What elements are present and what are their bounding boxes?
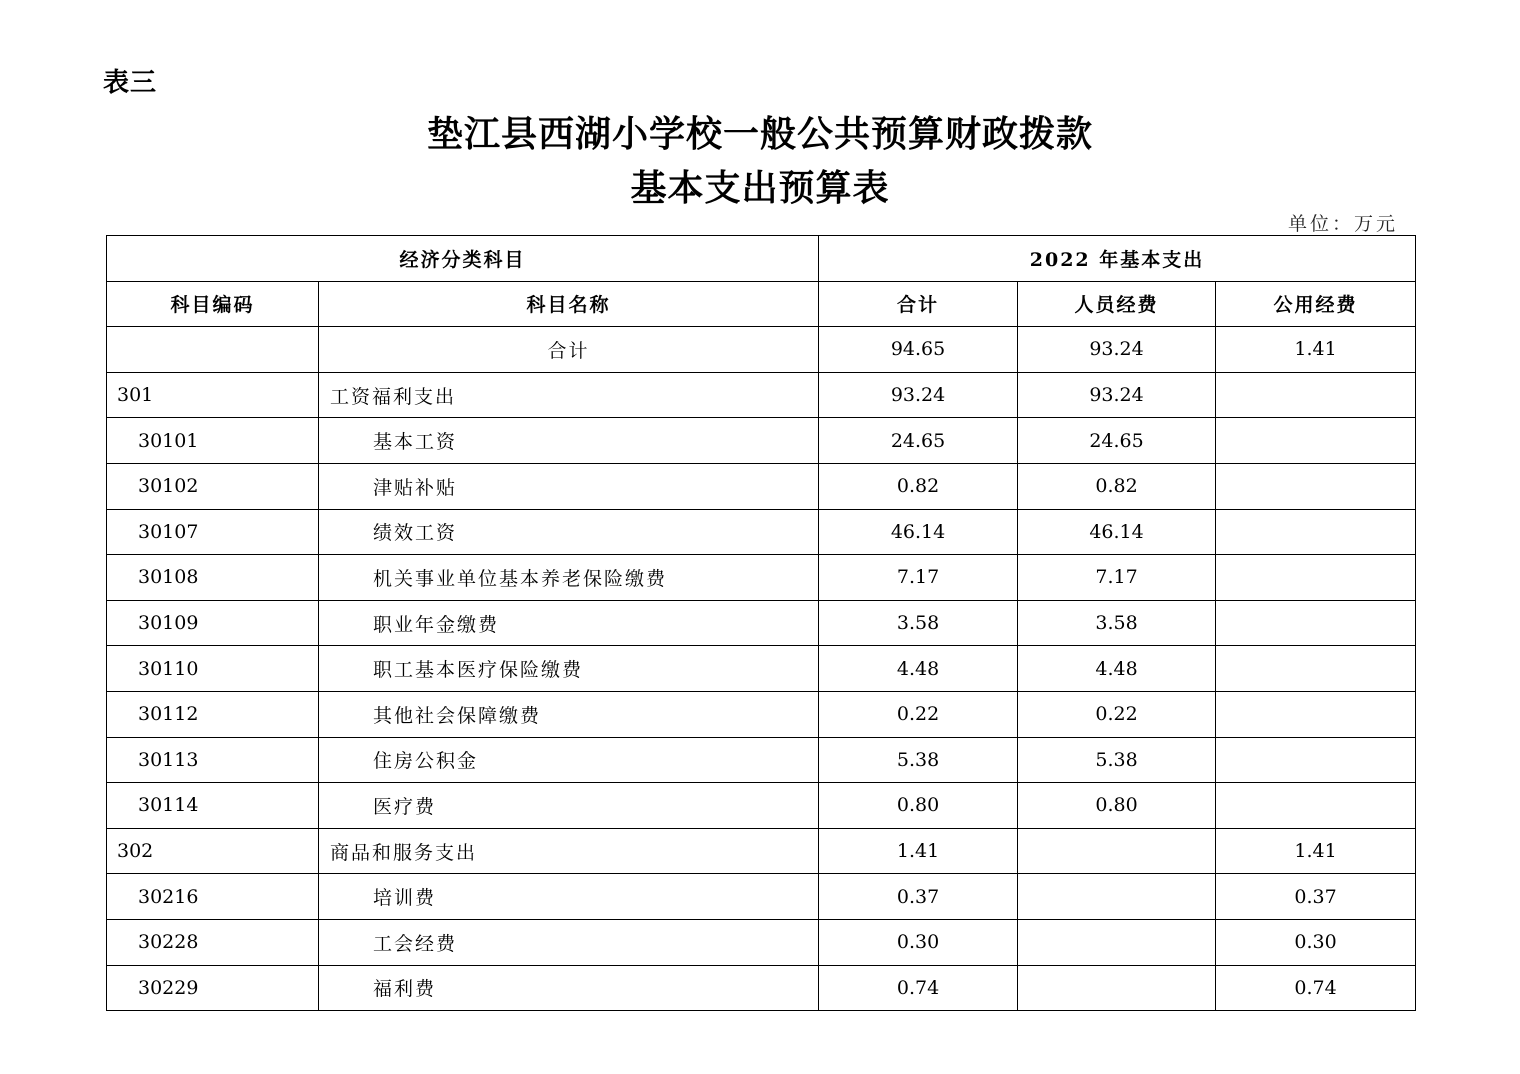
cell-code [107,327,319,373]
cell-total: 7.17 [819,555,1018,601]
cell-personnel [1018,965,1216,1011]
cell-name: 福利费 [319,965,819,1011]
cell-public: 0.74 [1216,965,1416,1011]
cell-total: 94.65 [819,327,1018,373]
cell-code: 30107 [107,509,319,555]
table-row [107,372,1416,418]
cell-name: 工资福利支出 [319,372,819,418]
table-row [107,463,1416,509]
cell-name: 绩效工资 [319,509,819,555]
column-header-total: 合计 [819,281,1018,327]
column-header-code: 科目编码 [107,281,319,327]
table-row [107,418,1416,464]
table-row [107,965,1416,1011]
cell-total: 4.48 [819,646,1018,692]
cell-code: 30101 [107,418,319,464]
group-header-row [107,236,1416,282]
table-row [107,737,1416,783]
cell-code: 30114 [107,783,319,829]
column-header-row [107,281,1416,327]
cell-code: 30228 [107,919,319,965]
cell-code: 302 [107,828,319,874]
cell-personnel: 3.58 [1018,600,1216,646]
cell-total: 46.14 [819,509,1018,555]
cell-personnel: 7.17 [1018,555,1216,601]
cell-public [1216,691,1416,737]
cell-name: 职业年金缴费 [319,600,819,646]
cell-total: 0.74 [819,965,1018,1011]
cell-total: 0.22 [819,691,1018,737]
table-row [107,509,1416,555]
cell-total: 0.30 [819,919,1018,965]
cell-code: 30216 [107,874,319,920]
cell-name: 住房公积金 [319,737,819,783]
cell-personnel [1018,828,1216,874]
cell-code: 30113 [107,737,319,783]
cell-public [1216,737,1416,783]
cell-name: 医疗费 [319,783,819,829]
cell-personnel [1018,919,1216,965]
cell-public: 0.37 [1216,874,1416,920]
table-row [107,783,1416,829]
cell-public: 1.41 [1216,327,1416,373]
cell-public: 1.41 [1216,828,1416,874]
table-row [107,919,1416,965]
table-row [107,828,1416,874]
cell-public [1216,646,1416,692]
cell-public [1216,418,1416,464]
cell-name: 津贴补贴 [319,463,819,509]
cell-code: 30108 [107,555,319,601]
column-header-name: 科目名称 [319,281,819,327]
budget-table [106,235,1416,1011]
table-row [107,691,1416,737]
table-row [107,600,1416,646]
table-number-label: 表三 [103,68,158,98]
table-row [107,646,1416,692]
group-header-budget: 2022 年基本支出 [819,236,1416,282]
page-title-line-1: 垫江县西湖小学校一般公共预算财政拨款 [426,113,1093,155]
cell-name: 机关事业单位基本养老保险缴费 [319,555,819,601]
cell-code: 30112 [107,691,319,737]
cell-personnel: 24.65 [1018,418,1216,464]
cell-code: 30229 [107,965,319,1011]
cell-personnel: 0.80 [1018,783,1216,829]
cell-total: 0.37 [819,874,1018,920]
cell-personnel: 46.14 [1018,509,1216,555]
cell-code: 30102 [107,463,319,509]
cell-total: 0.82 [819,463,1018,509]
cell-total: 93.24 [819,372,1018,418]
cell-personnel [1018,874,1216,920]
cell-public [1216,555,1416,601]
page-title-line-2: 基本支出预算表 [630,167,890,209]
cell-name: 商品和服务支出 [319,828,819,874]
cell-code: 30110 [107,646,319,692]
table-row [107,327,1416,373]
table-row [107,555,1416,601]
cell-personnel: 93.24 [1018,327,1216,373]
table-row [107,874,1416,920]
column-header-personnel: 人员经费 [1018,281,1216,327]
cell-name: 其他社会保障缴费 [319,691,819,737]
cell-personnel: 0.82 [1018,463,1216,509]
cell-total: 3.58 [819,600,1018,646]
cell-personnel: 4.48 [1018,646,1216,692]
column-header-public: 公用经费 [1216,281,1416,327]
cell-total: 0.80 [819,783,1018,829]
cell-public [1216,372,1416,418]
cell-public [1216,783,1416,829]
cell-total: 5.38 [819,737,1018,783]
cell-name: 工会经费 [319,919,819,965]
cell-public [1216,509,1416,555]
cell-public [1216,463,1416,509]
cell-name: 合计 [319,327,819,373]
cell-code: 301 [107,372,319,418]
cell-public: 0.30 [1216,919,1416,965]
cell-name: 培训费 [319,874,819,920]
cell-total: 1.41 [819,828,1018,874]
cell-personnel: 0.22 [1018,691,1216,737]
cell-total: 24.65 [819,418,1018,464]
cell-personnel: 5.38 [1018,737,1216,783]
group-header-category: 经济分类科目 [107,236,819,282]
cell-name: 职工基本医疗保险缴费 [319,646,819,692]
cell-name: 基本工资 [319,418,819,464]
cell-public [1216,600,1416,646]
cell-personnel: 93.24 [1018,372,1216,418]
cell-code: 30109 [107,600,319,646]
unit-label: 单位：万元 [1288,213,1399,235]
